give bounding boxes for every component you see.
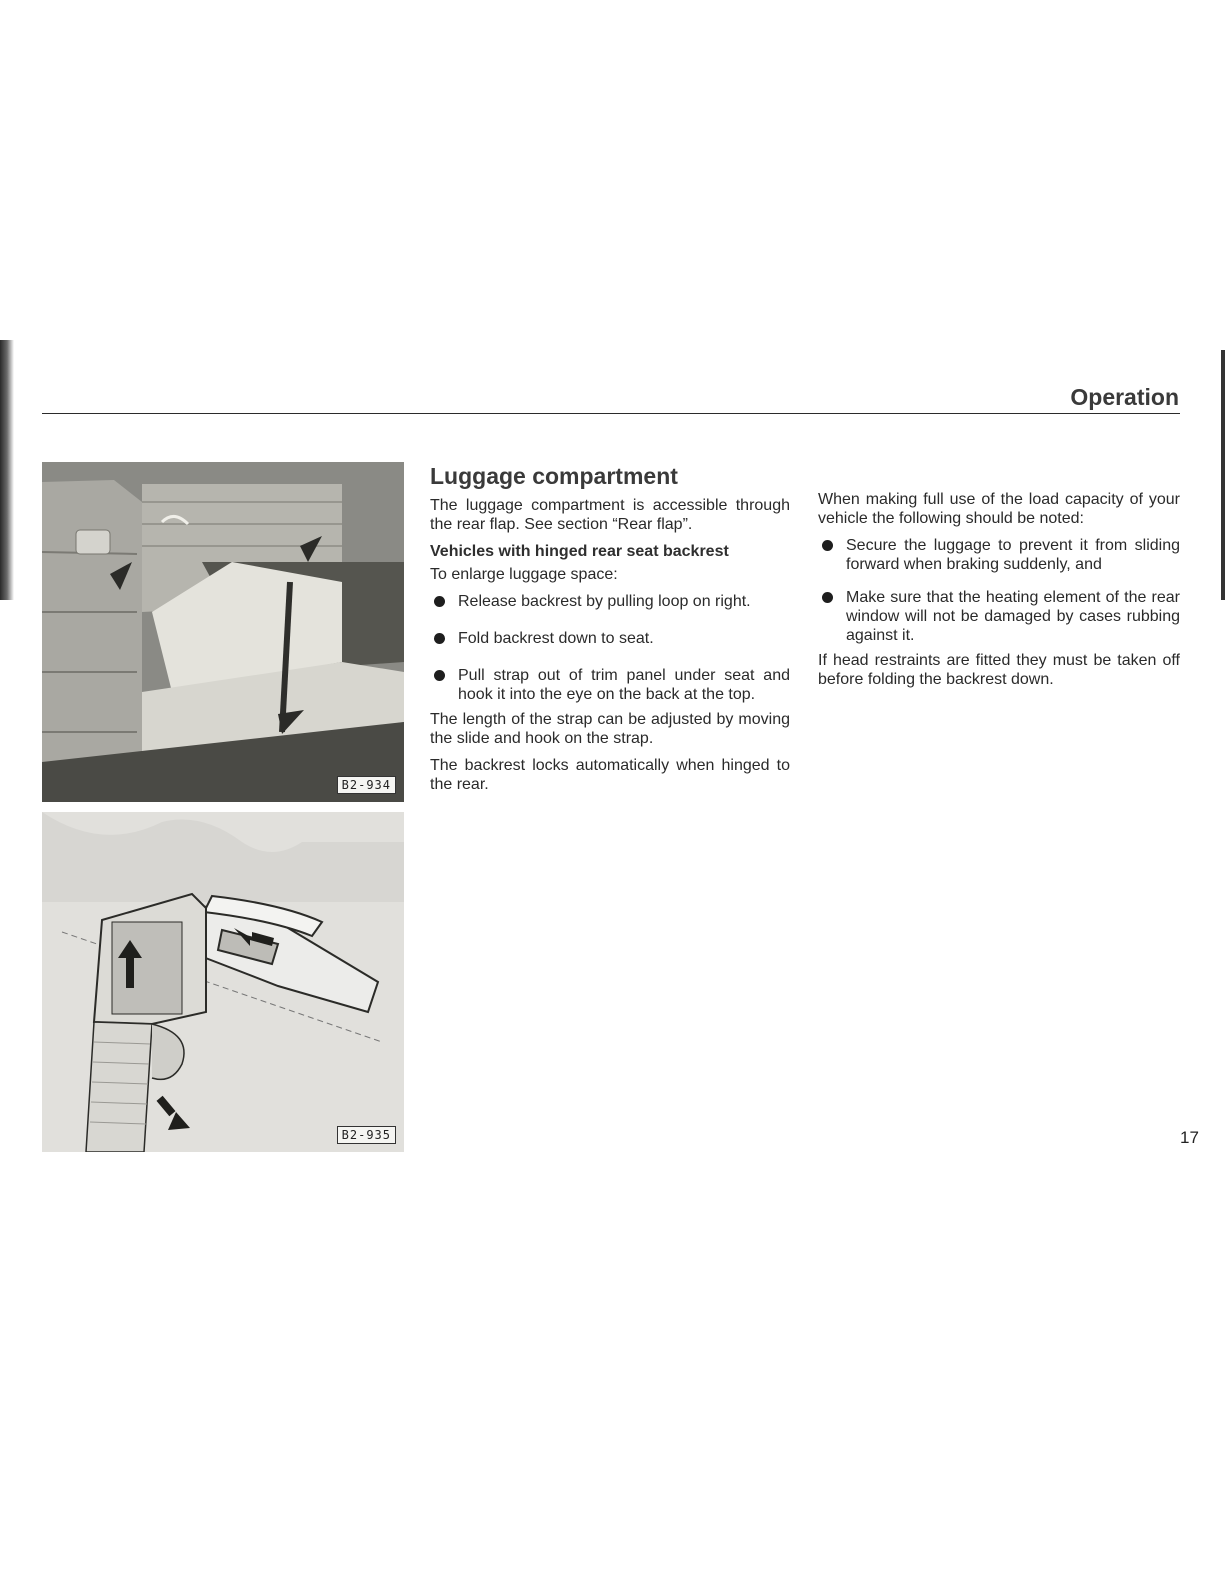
list-item-text: Release backrest by pulling loop on right. — [458, 593, 751, 610]
figure-code-label: B2-935 — [337, 1126, 396, 1144]
figure-rear-seat-photo — [42, 462, 404, 802]
aside-column — [818, 490, 1180, 697]
intro-paragraph: The luggage compartment is accessible through the rear flap. See section “Rear flap”. — [430, 497, 790, 533]
list-item-text: Make sure that the heating element of the rear window will not be damaged by cases rubbing against it. — [846, 589, 1180, 644]
bullet-icon — [822, 592, 833, 603]
bullet-icon — [434, 596, 445, 607]
steps-list — [430, 592, 790, 704]
main-column — [430, 462, 790, 802]
bullet-icon — [434, 670, 445, 681]
subheading: Vehicles with hinged rear seat backrest — [430, 543, 729, 560]
header-rule — [42, 413, 1180, 414]
page-heading: Luggage compartment — [430, 463, 678, 489]
list-item — [818, 536, 1180, 574]
page-edge-shadow-right — [1221, 350, 1225, 600]
list-item-text: Secure the luggage to prevent it from sliding forward when braking suddenly, and — [846, 537, 1180, 573]
figure-code-label: B2-934 — [337, 776, 396, 794]
bullet-icon — [434, 633, 445, 644]
list-item — [818, 588, 1180, 645]
notes-list — [818, 536, 1180, 645]
strap-hook-illustration — [42, 812, 404, 1152]
figure-strap-hook-drawing — [42, 812, 404, 1152]
page-number: 17 — [1180, 1128, 1199, 1147]
list-item — [430, 629, 790, 648]
section-title: Operation — [1070, 384, 1179, 410]
list-item-text: Fold backrest down to seat. — [458, 630, 654, 647]
lead-paragraph: To enlarge luggage space: — [430, 566, 618, 583]
list-item-text: Pull strap out of trim panel under seat and hook it into the eye on the back at the top. — [458, 667, 790, 703]
aside-intro: When making full use of the load capacity of your vehicle the following should be noted: — [818, 491, 1180, 527]
rear-seat-illustration — [42, 462, 404, 802]
lock-note: The backrest locks automatically when hinged to the rear. — [430, 757, 790, 793]
restraints-note: If head restraints are fitted they must be taken off before folding the backrest down. — [818, 652, 1180, 688]
list-item — [430, 666, 790, 704]
page-edge-shadow — [0, 340, 14, 600]
bullet-icon — [822, 540, 833, 551]
strap-note: The length of the strap can be adjusted by moving the slide and hook on the strap. — [430, 711, 790, 747]
list-item — [430, 592, 790, 611]
